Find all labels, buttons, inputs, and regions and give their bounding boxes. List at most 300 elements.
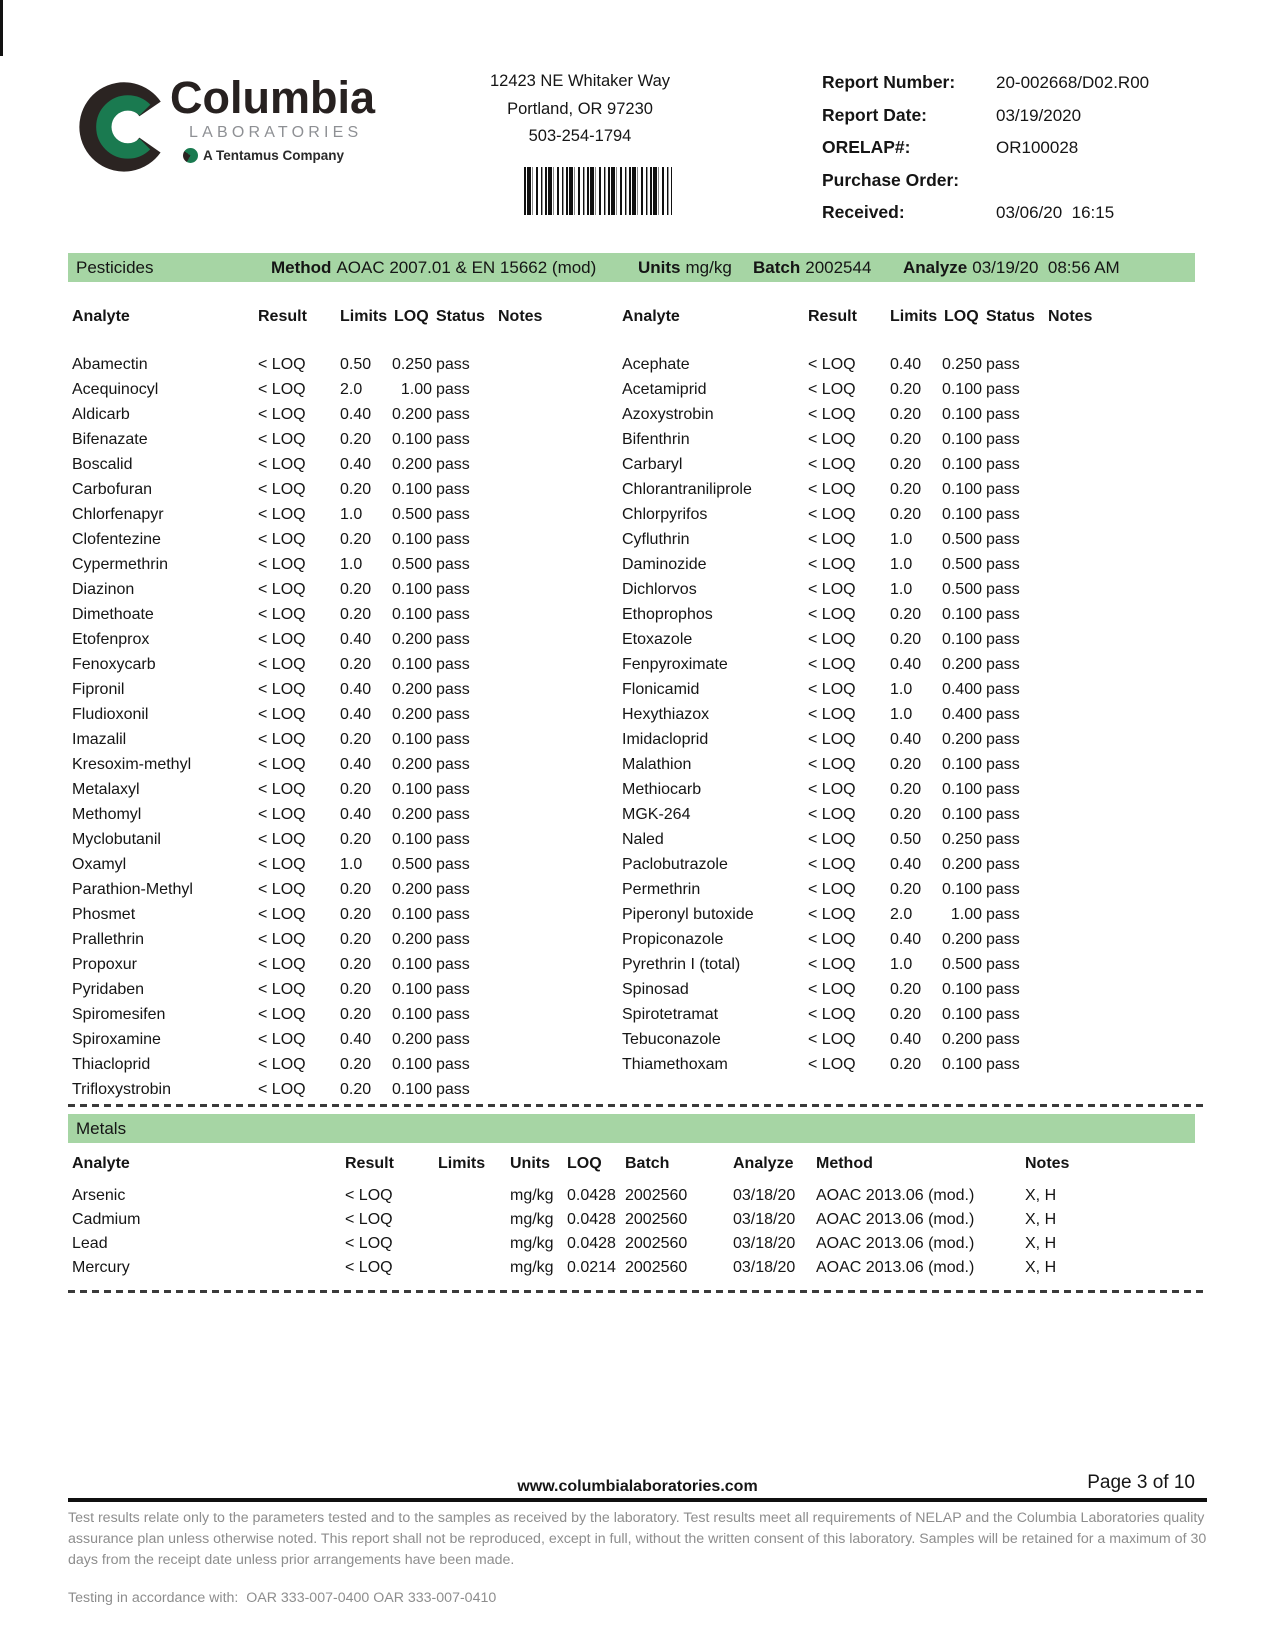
result-value: < LOQ	[258, 856, 306, 873]
status-value: pass	[986, 931, 1020, 948]
method-name: AOAC 2013.06 (mod.)	[816, 1187, 975, 1204]
table-row	[72, 1052, 617, 1077]
result-value: < LOQ	[258, 606, 306, 623]
status-value: pass	[436, 1006, 470, 1023]
method-label: Method	[271, 258, 332, 277]
table-row	[72, 352, 617, 377]
col-result: Result	[345, 1155, 394, 1172]
loq-value: 0.200	[941, 931, 982, 948]
analyte-name: Spinosad	[622, 981, 689, 998]
table-row	[72, 577, 617, 602]
table-row	[72, 452, 617, 477]
result-value: < LOQ	[345, 1187, 393, 1204]
status-value: pass	[436, 706, 470, 723]
notes-value: X, H	[1025, 1259, 1057, 1276]
units-value: mg/kg	[510, 1259, 554, 1276]
limits-value: 2.0	[890, 906, 913, 923]
loq-value: 0.100	[941, 981, 982, 998]
limits-value: 0.20	[890, 606, 922, 623]
loq-value: 0.200	[391, 1031, 432, 1048]
logo-tagline	[183, 148, 344, 163]
table-row	[622, 527, 1167, 552]
table-row	[622, 1002, 1167, 1027]
analyte-name: Chlorantraniliprole	[622, 481, 752, 498]
analyte-name: Aldicarb	[72, 406, 130, 423]
col-notes: Notes	[498, 308, 543, 325]
table-row	[622, 802, 1167, 827]
analyte-name: Methiocarb	[622, 781, 702, 798]
status-value: pass	[986, 981, 1020, 998]
limits-value: 0.20	[340, 656, 372, 673]
limits-value: 0.20	[890, 1056, 922, 1073]
analyte-name: Chlorpyrifos	[622, 506, 708, 523]
status-value: pass	[436, 956, 470, 973]
report-info-row	[822, 105, 1202, 138]
status-value: pass	[986, 856, 1020, 873]
table-row	[72, 802, 617, 827]
status-value: pass	[986, 781, 1020, 798]
result-value: < LOQ	[808, 481, 856, 498]
loq-value: 0.200	[391, 931, 432, 948]
method-name: AOAC 2013.06 (mod.)	[816, 1259, 975, 1276]
analyte-name: Hexythiazox	[622, 706, 710, 723]
loq-value: 0.500	[941, 956, 982, 973]
method-name: AOAC 2013.06 (mod.)	[816, 1235, 975, 1252]
limits-value: 0.20	[890, 756, 922, 773]
col-loq: LOQ	[567, 1155, 602, 1172]
status-value: pass	[986, 1006, 1020, 1023]
loq-value: 0.200	[941, 656, 982, 673]
table-row	[72, 752, 617, 777]
table-row	[72, 427, 617, 452]
limits-value: 0.40	[340, 456, 372, 473]
analyte-name: Thiamethoxam	[622, 1056, 728, 1073]
col-status: Status	[986, 308, 1035, 325]
result-value: < LOQ	[808, 756, 856, 773]
col-result: Result	[258, 308, 307, 325]
limits-value: 0.50	[340, 356, 372, 373]
report-info-label: Report Number:	[822, 72, 956, 92]
loq-value: 0.500	[941, 531, 982, 548]
analyte-name: Imidacloprid	[622, 731, 709, 748]
analyte-name: Acetamiprid	[622, 381, 707, 398]
result-value: < LOQ	[258, 931, 306, 948]
status-value: pass	[986, 881, 1020, 898]
result-value: < LOQ	[258, 681, 306, 698]
table-row	[622, 552, 1167, 577]
analyte-name: Arsenic	[72, 1187, 126, 1204]
analyte-name: Metalaxyl	[72, 781, 140, 798]
loq-value: 0.100	[941, 756, 982, 773]
loq-value: 0.500	[391, 856, 432, 873]
address-line2: Portland, OR 97230	[507, 99, 653, 118]
table-row	[622, 852, 1167, 877]
status-value: pass	[986, 1031, 1020, 1048]
status-value: pass	[436, 356, 470, 373]
table-row	[622, 952, 1167, 977]
status-value: pass	[436, 806, 470, 823]
table-row	[72, 552, 617, 577]
analyte-name: Methomyl	[72, 806, 142, 823]
table-row	[72, 1077, 617, 1102]
loq-value: 0.100	[941, 881, 982, 898]
result-value: < LOQ	[808, 681, 856, 698]
analyte-name: Fenoxycarb	[72, 656, 156, 673]
status-value: pass	[436, 556, 470, 573]
result-value: < LOQ	[808, 781, 856, 798]
table-row	[72, 1002, 617, 1027]
table-row	[622, 652, 1167, 677]
loq-value: 0.200	[391, 756, 432, 773]
analyte-name: Bifenazate	[72, 431, 148, 448]
status-value: pass	[986, 531, 1020, 548]
limits-value: 0.40	[890, 1031, 922, 1048]
status-value: pass	[986, 731, 1020, 748]
result-value: < LOQ	[808, 906, 856, 923]
result-value: < LOQ	[258, 631, 306, 648]
limits-value: 1.0	[890, 581, 913, 598]
loq-value: 0.100	[391, 431, 432, 448]
loq-value: 0.500	[941, 556, 982, 573]
table-row	[72, 702, 617, 727]
table-row	[72, 1256, 1212, 1280]
analyte-name: Spiromesifen	[72, 1006, 166, 1023]
loq-value: 0.200	[391, 806, 432, 823]
report-info-label: ORELAP#:	[822, 137, 911, 158]
scan-artifact-line	[0, 0, 3, 56]
pesticides-analyze	[903, 253, 1120, 282]
batch-value: 2002560	[625, 1235, 688, 1252]
table-row	[72, 652, 617, 677]
loq-value: 0.250	[941, 831, 982, 848]
limits-value: 0.20	[340, 606, 372, 623]
result-value: < LOQ	[808, 731, 856, 748]
limits-value: 1.0	[890, 531, 913, 548]
table-row	[72, 527, 617, 552]
batch-value: 2002560	[625, 1259, 688, 1276]
analyze-value: 03/19/20 08:56 AM	[972, 258, 1120, 277]
col-status: Status	[436, 308, 485, 325]
analyte-name: Spiroxamine	[72, 1031, 161, 1048]
result-value: < LOQ	[808, 981, 856, 998]
analyte-name: Parathion-Methyl	[72, 881, 193, 898]
table-row	[622, 477, 1167, 502]
report-info-row	[822, 202, 1202, 235]
units-value: mg/kg	[510, 1187, 554, 1204]
report-info-label: Received:	[822, 202, 905, 223]
limits-value: 0.40	[340, 631, 372, 648]
loq-value: 0.100	[391, 481, 432, 498]
result-value: < LOQ	[258, 506, 306, 523]
result-value: < LOQ	[258, 381, 306, 398]
loq-value: 0.200	[391, 706, 432, 723]
result-value: < LOQ	[808, 956, 856, 973]
limits-value: 0.40	[890, 931, 922, 948]
col-analyze: Analyze	[733, 1155, 794, 1172]
section-divider-dashed	[68, 1290, 1207, 1293]
status-value: pass	[436, 631, 470, 648]
method-value: AOAC 2007.01 & EN 15662 (mod)	[336, 258, 597, 277]
loq-value: 0.250	[941, 356, 982, 373]
pesticides-section-bar	[68, 253, 1195, 282]
status-value: pass	[986, 631, 1020, 648]
loq-value: 0.200	[391, 631, 432, 648]
loq-value: 0.250	[391, 356, 432, 373]
analyte-name: Flonicamid	[622, 681, 700, 698]
table-row	[622, 627, 1167, 652]
result-value: < LOQ	[345, 1259, 393, 1276]
col-method: Method	[816, 1155, 873, 1172]
result-value: < LOQ	[258, 356, 306, 373]
loq-value: 0.100	[391, 656, 432, 673]
pesticides-table-right	[622, 352, 1167, 1077]
limits-value: 0.20	[340, 581, 372, 598]
loq-value: 0.200	[391, 406, 432, 423]
loq-value: 0.100	[941, 381, 982, 398]
metals-header	[72, 1152, 1212, 1177]
result-value: < LOQ	[258, 531, 306, 548]
analyte-name: Azoxystrobin	[622, 406, 714, 423]
status-value: pass	[436, 831, 470, 848]
status-value: pass	[436, 906, 470, 923]
table-row	[72, 477, 617, 502]
status-value: pass	[986, 681, 1020, 698]
analyte-name: Carbofuran	[72, 481, 153, 498]
analyte-name: Propoxur	[72, 956, 137, 973]
status-value: pass	[986, 481, 1020, 498]
status-value: pass	[436, 506, 470, 523]
report-info-row	[822, 170, 1202, 203]
pesticides-batch	[753, 253, 871, 282]
status-value: pass	[436, 606, 470, 623]
result-value: < LOQ	[345, 1235, 393, 1252]
limits-value: 0.40	[340, 681, 372, 698]
limits-value: 0.20	[340, 1006, 372, 1023]
method-name: AOAC 2013.06 (mod.)	[816, 1211, 975, 1228]
analyte-name: Bifenthrin	[622, 431, 690, 448]
loq-value: 0.0214	[567, 1259, 616, 1276]
analyte-name: Pyrethrin I (total)	[622, 956, 741, 973]
analyte-name: Permethrin	[622, 881, 701, 898]
logo-brand-text: Columbia	[170, 72, 376, 123]
status-value: pass	[436, 531, 470, 548]
status-value: pass	[436, 1081, 470, 1098]
col-analyte: Analyte	[72, 308, 130, 325]
result-value: < LOQ	[258, 706, 306, 723]
table-row	[72, 1232, 1212, 1256]
table-row	[622, 927, 1167, 952]
col-limits: Limits	[890, 308, 938, 325]
loq-value: 0.0428	[567, 1187, 616, 1204]
report-info-value: 20-002668/D02.R00	[996, 73, 1150, 92]
loq-value: 0.100	[391, 981, 432, 998]
pesticides-header-right	[622, 308, 1167, 333]
limits-value: 0.20	[890, 781, 922, 798]
accordance-text: Testing in accordance with: OAR 333-007-0400 OAR 333-007-0410	[68, 1590, 497, 1606]
analyte-name: Imazalil	[72, 731, 127, 748]
limits-value: 0.40	[890, 656, 922, 673]
loq-value: 0.100	[391, 531, 432, 548]
analyte-name: Fenpyroximate	[622, 656, 728, 673]
col-result: Result	[808, 308, 857, 325]
limits-value: 1.0	[340, 556, 363, 573]
limits-value: 0.40	[340, 806, 372, 823]
loq-value: 0.500	[391, 556, 432, 573]
status-value: pass	[986, 406, 1020, 423]
report-info-row	[822, 137, 1202, 170]
analyte-name: Diazinon	[72, 581, 135, 598]
status-value: pass	[436, 881, 470, 898]
analyte-name: Daminozide	[622, 556, 707, 573]
analyte-name: Thiacloprid	[72, 1056, 151, 1073]
analyte-name: Tebuconazole	[622, 1031, 721, 1048]
notes-value: X, H	[1025, 1211, 1057, 1228]
loq-value: 0.100	[941, 406, 982, 423]
status-value: pass	[986, 706, 1020, 723]
loq-value: 0.100	[941, 1006, 982, 1023]
result-value: < LOQ	[808, 856, 856, 873]
loq-value: 0.400	[941, 681, 982, 698]
result-value: < LOQ	[808, 656, 856, 673]
page-number: Page 3 of 10	[1087, 1472, 1195, 1493]
limits-value: 0.40	[890, 856, 922, 873]
table-row	[622, 752, 1167, 777]
loq-value: 0.200	[391, 456, 432, 473]
table-row	[72, 827, 617, 852]
status-value: pass	[986, 506, 1020, 523]
result-value: < LOQ	[258, 456, 306, 473]
analyte-name: Ethoprophos	[622, 606, 713, 623]
analyte-name: Mercury	[72, 1259, 130, 1276]
status-value: pass	[436, 456, 470, 473]
limits-value: 0.40	[340, 1031, 372, 1048]
units-value: mg/kg	[510, 1211, 554, 1228]
status-value: pass	[986, 581, 1020, 598]
pesticides-section-title: Pesticides	[76, 258, 154, 277]
result-value: < LOQ	[258, 981, 306, 998]
table-row	[622, 1052, 1167, 1077]
analyte-name: Myclobutanil	[72, 831, 161, 848]
loq-value: 1.00	[950, 906, 982, 923]
analyte-name: Oxamyl	[72, 856, 127, 873]
report-info-value: 03/19/2020	[996, 105, 1082, 125]
result-value: < LOQ	[808, 431, 856, 448]
barcode	[524, 167, 672, 215]
col-loq: LOQ	[394, 308, 429, 325]
loq-value: 0.100	[941, 431, 982, 448]
table-row	[72, 877, 617, 902]
loq-value: 1.00	[400, 381, 432, 398]
table-row	[72, 602, 617, 627]
status-value: pass	[436, 431, 470, 448]
status-value: pass	[436, 856, 470, 873]
table-row	[622, 977, 1167, 1002]
analyte-name: Fludioxonil	[72, 706, 149, 723]
loq-value: 0.200	[941, 856, 982, 873]
metals-section-bar	[68, 1114, 1195, 1143]
analyte-name: Paclobutrazole	[622, 856, 728, 873]
limits-value: 2.0	[340, 381, 363, 398]
limits-value: 0.20	[890, 406, 922, 423]
table-row	[72, 1208, 1212, 1232]
metals-section-title: Metals	[76, 1119, 127, 1138]
pesticides-units	[638, 253, 732, 282]
table-row	[622, 1027, 1167, 1052]
loq-value: 0.100	[941, 506, 982, 523]
loq-value: 0.100	[391, 1081, 432, 1098]
units-value: mg/kg	[510, 1235, 554, 1252]
footer-divider	[68, 1498, 1207, 1502]
result-value: < LOQ	[258, 1056, 306, 1073]
analyte-name: Acequinocyl	[72, 381, 159, 398]
col-limits: Limits	[340, 308, 388, 325]
limits-value: 0.20	[890, 456, 922, 473]
result-value: < LOQ	[258, 431, 306, 448]
loq-value: 0.200	[391, 881, 432, 898]
loq-value: 0.200	[941, 731, 982, 748]
analyte-name: Kresoxim-methyl	[72, 756, 192, 773]
website-url: www.columbialaboratories.com	[517, 1478, 758, 1495]
analyte-name: Propiconazole	[622, 931, 724, 948]
result-value: < LOQ	[808, 706, 856, 723]
result-value: < LOQ	[808, 631, 856, 648]
analyte-name: Piperonyl butoxide	[622, 906, 754, 923]
table-row	[72, 777, 617, 802]
result-value: < LOQ	[808, 356, 856, 373]
table-row	[622, 677, 1167, 702]
analyte-name: Pyridaben	[72, 981, 145, 998]
table-row	[622, 902, 1167, 927]
loq-value: 0.200	[391, 681, 432, 698]
batch-value: 2002544	[805, 258, 872, 277]
columbia-logo-icon	[76, 76, 172, 174]
limits-value: 0.40	[340, 406, 372, 423]
batch-value: 2002560	[625, 1187, 688, 1204]
table-row	[622, 352, 1167, 377]
table-row	[72, 852, 617, 877]
result-value: < LOQ	[808, 1056, 856, 1073]
logo-laboratories-text: LABORATORIES	[189, 124, 363, 141]
analyte-name: Fipronil	[72, 681, 125, 698]
loq-value: 0.100	[391, 731, 432, 748]
analyze-label: Analyze	[903, 258, 968, 277]
col-analyte: Analyte	[622, 308, 680, 325]
limits-value: 0.20	[340, 956, 372, 973]
limits-value: 0.20	[890, 631, 922, 648]
result-value: < LOQ	[808, 831, 856, 848]
status-value: pass	[436, 931, 470, 948]
analyte-name: Prallethrin	[72, 931, 145, 948]
analyte-name: Trifloxystrobin	[72, 1081, 171, 1098]
analyte-name: Etoxazole	[622, 631, 693, 648]
analyze-date: 03/18/20	[733, 1235, 796, 1252]
status-value: pass	[986, 556, 1020, 573]
result-value: < LOQ	[808, 456, 856, 473]
metals-table	[72, 1184, 1212, 1280]
table-row	[72, 677, 617, 702]
units-label: Units	[638, 258, 681, 277]
status-value: pass	[436, 756, 470, 773]
table-row	[622, 377, 1167, 402]
analyte-name: Acephate	[622, 356, 690, 373]
status-value: pass	[436, 381, 470, 398]
table-row	[622, 427, 1167, 452]
analyte-name: Cyfluthrin	[622, 531, 690, 548]
limits-value: 0.20	[890, 881, 922, 898]
status-value: pass	[436, 781, 470, 798]
col-batch: Batch	[625, 1155, 670, 1172]
table-row	[622, 777, 1167, 802]
